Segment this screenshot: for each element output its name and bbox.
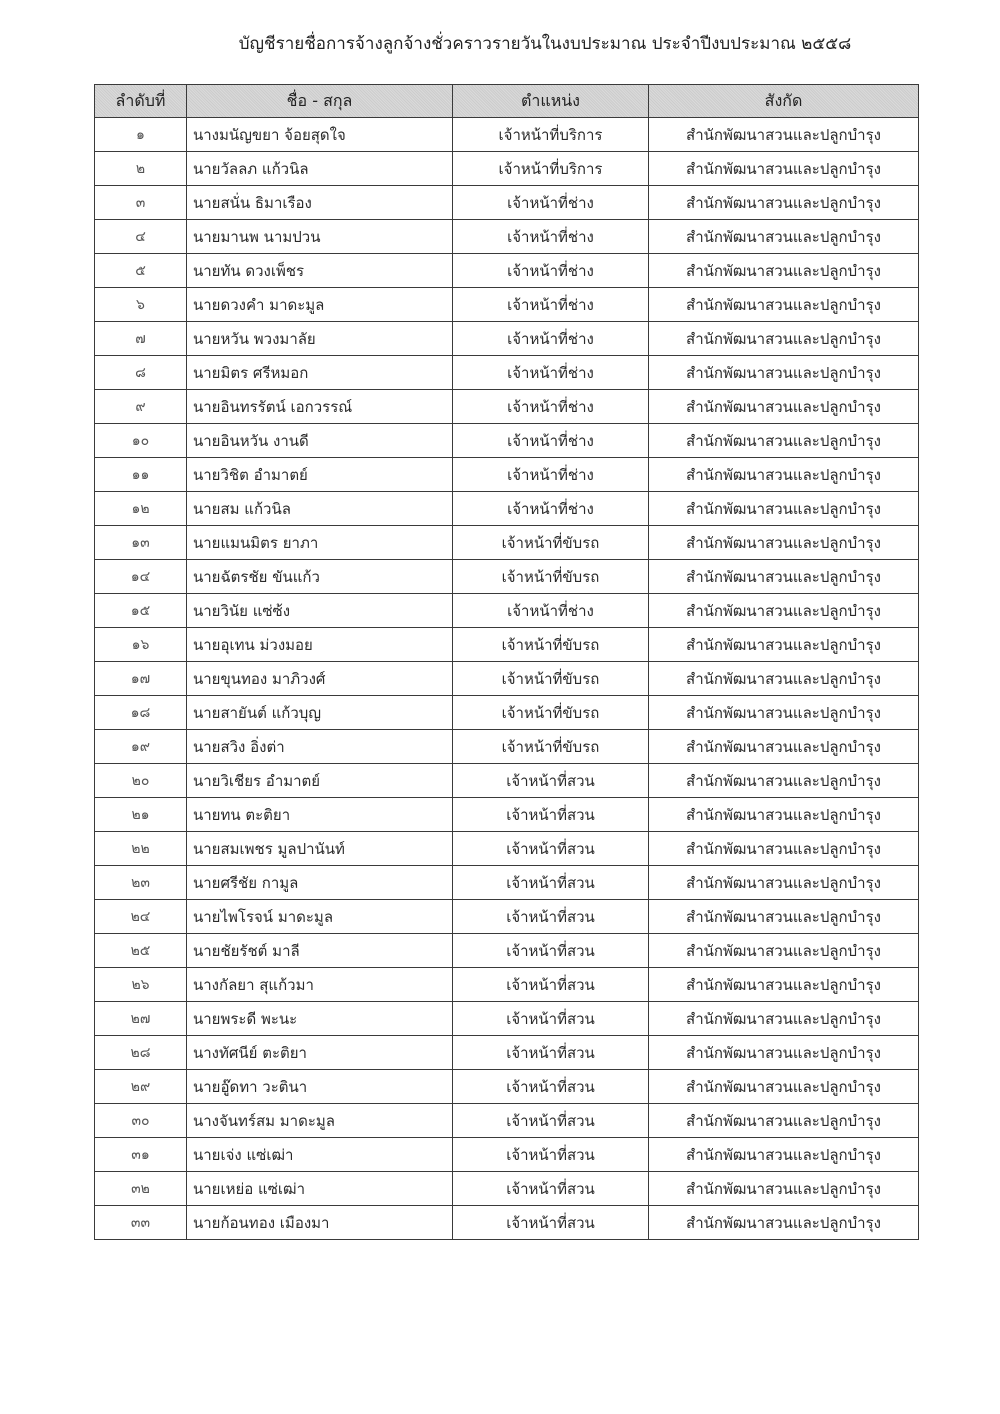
row-number: ๑๖ bbox=[95, 628, 187, 662]
employee-name: นายวัลลภ แก้วนิล bbox=[187, 152, 453, 186]
row-number: ๖ bbox=[95, 288, 187, 322]
table-header bbox=[95, 85, 919, 118]
employee-department: สำนักพัฒนาสวนและปลูกบำรุง bbox=[649, 424, 919, 458]
employee-department: สำนักพัฒนาสวนและปลูกบำรุง bbox=[649, 798, 919, 832]
employee-department: สำนักพัฒนาสวนและปลูกบำรุง bbox=[649, 1104, 919, 1138]
row-number: ๘ bbox=[95, 356, 187, 390]
employee-department: สำนักพัฒนาสวนและปลูกบำรุง bbox=[649, 390, 919, 424]
employee-department: สำนักพัฒนาสวนและปลูกบำรุง bbox=[649, 560, 919, 594]
employee-department: สำนักพัฒนาสวนและปลูกบำรุง bbox=[649, 118, 919, 152]
employee-name: นางจันทร์สม มาดะมูล bbox=[187, 1104, 453, 1138]
table-row bbox=[95, 1206, 919, 1240]
table-row bbox=[95, 696, 919, 730]
table-row bbox=[95, 526, 919, 560]
employee-name: นายขุนทอง มาภิวงศ์ bbox=[187, 662, 453, 696]
row-number: ๒๖ bbox=[95, 968, 187, 1002]
employee-position: เจ้าหน้าที่ขับรถ bbox=[453, 730, 649, 764]
table-row bbox=[95, 662, 919, 696]
employee-position: เจ้าหน้าที่ช่าง bbox=[453, 220, 649, 254]
employee-position: เจ้าหน้าที่ช่าง bbox=[453, 492, 649, 526]
row-number: ๕ bbox=[95, 254, 187, 288]
row-number: ๑๐ bbox=[95, 424, 187, 458]
table-row bbox=[95, 798, 919, 832]
employee-position: เจ้าหน้าที่สวน bbox=[453, 900, 649, 934]
employee-position: เจ้าหน้าที่สวน bbox=[453, 866, 649, 900]
employee-name: นายมิตร ศรีหมอก bbox=[187, 356, 453, 390]
table-row bbox=[95, 968, 919, 1002]
employee-position: เจ้าหน้าที่ช่าง bbox=[453, 424, 649, 458]
table-row bbox=[95, 560, 919, 594]
employee-department: สำนักพัฒนาสวนและปลูกบำรุง bbox=[649, 186, 919, 220]
employee-department: สำนักพัฒนาสวนและปลูกบำรุง bbox=[649, 526, 919, 560]
table-row bbox=[95, 322, 919, 356]
row-number: ๒๓ bbox=[95, 866, 187, 900]
employee-department: สำนักพัฒนาสวนและปลูกบำรุง bbox=[649, 764, 919, 798]
employee-position: เจ้าหน้าที่ขับรถ bbox=[453, 560, 649, 594]
employee-position: เจ้าหน้าที่ช่าง bbox=[453, 458, 649, 492]
employee-position: เจ้าหน้าที่สวน bbox=[453, 1070, 649, 1104]
employee-department: สำนักพัฒนาสวนและปลูกบำรุง bbox=[649, 1070, 919, 1104]
table-row bbox=[95, 492, 919, 526]
employee-name: นายสมเพชร มูลปานันท์ bbox=[187, 832, 453, 866]
employee-name: นายก้อนทอง เมืองมา bbox=[187, 1206, 453, 1240]
employee-position: เจ้าหน้าที่สวน bbox=[453, 1138, 649, 1172]
employee-name: นายทน ตะติยา bbox=[187, 798, 453, 832]
table-row bbox=[95, 254, 919, 288]
employee-name: นายวิชิต อำมาตย์ bbox=[187, 458, 453, 492]
employee-position: เจ้าหน้าที่ขับรถ bbox=[453, 696, 649, 730]
employee-position: เจ้าหน้าที่ช่าง bbox=[453, 390, 649, 424]
row-number: ๓๓ bbox=[95, 1206, 187, 1240]
table-row bbox=[95, 458, 919, 492]
employee-position: เจ้าหน้าที่ขับรถ bbox=[453, 628, 649, 662]
employee-department: สำนักพัฒนาสวนและปลูกบำรุง bbox=[649, 1172, 919, 1206]
row-number: ๓๒ bbox=[95, 1172, 187, 1206]
employee-name: นายอินหวัน งานดี bbox=[187, 424, 453, 458]
header-row bbox=[95, 85, 919, 118]
employee-department: สำนักพัฒนาสวนและปลูกบำรุง bbox=[649, 254, 919, 288]
row-number: ๒๕ bbox=[95, 934, 187, 968]
row-number: ๓๐ bbox=[95, 1104, 187, 1138]
employee-name: นายอู๊ดทา วะตินา bbox=[187, 1070, 453, 1104]
employee-department: สำนักพัฒนาสวนและปลูกบำรุง bbox=[649, 730, 919, 764]
employee-department: สำนักพัฒนาสวนและปลูกบำรุง bbox=[649, 356, 919, 390]
employee-name: นายทัน ดวงเพ็ชร bbox=[187, 254, 453, 288]
employee-department: สำนักพัฒนาสวนและปลูกบำรุง bbox=[649, 458, 919, 492]
employee-department: สำนักพัฒนาสวนและปลูกบำรุง bbox=[649, 832, 919, 866]
employee-department: สำนักพัฒนาสวนและปลูกบำรุง bbox=[649, 152, 919, 186]
row-number: ๑ bbox=[95, 118, 187, 152]
row-number: ๒๘ bbox=[95, 1036, 187, 1070]
row-number: ๒๗ bbox=[95, 1002, 187, 1036]
table-row bbox=[95, 186, 919, 220]
table-row bbox=[95, 1070, 919, 1104]
row-number: ๔ bbox=[95, 220, 187, 254]
employee-department: สำนักพัฒนาสวนและปลูกบำรุง bbox=[649, 900, 919, 934]
row-number: ๑๑ bbox=[95, 458, 187, 492]
employee-department: สำนักพัฒนาสวนและปลูกบำรุง bbox=[649, 934, 919, 968]
employee-position: เจ้าหน้าที่ช่าง bbox=[453, 186, 649, 220]
row-number: ๑๙ bbox=[95, 730, 187, 764]
employee-position: เจ้าหน้าที่บริการ bbox=[453, 152, 649, 186]
employee-department: สำนักพัฒนาสวนและปลูกบำรุง bbox=[649, 1138, 919, 1172]
row-number: ๑๕ bbox=[95, 594, 187, 628]
employee-name: นายสนั่น ธิมาเรือง bbox=[187, 186, 453, 220]
row-number: ๒ bbox=[95, 152, 187, 186]
employee-position: เจ้าหน้าที่สวน bbox=[453, 764, 649, 798]
employee-name: นายสม แก้วนิล bbox=[187, 492, 453, 526]
header-department: สังกัด bbox=[649, 85, 919, 118]
employee-department: สำนักพัฒนาสวนและปลูกบำรุง bbox=[649, 866, 919, 900]
table-row bbox=[95, 220, 919, 254]
employee-position: เจ้าหน้าที่สวน bbox=[453, 798, 649, 832]
employee-name: นายอุเทน ม่วงมอย bbox=[187, 628, 453, 662]
employee-name: นายเจ่ง แซ่เฒ่า bbox=[187, 1138, 453, 1172]
table-row bbox=[95, 424, 919, 458]
employee-name: นายมานพ นามปวน bbox=[187, 220, 453, 254]
employee-name: นายศรีชัย กามูล bbox=[187, 866, 453, 900]
employee-position: เจ้าหน้าที่สวน bbox=[453, 1206, 649, 1240]
table-row bbox=[95, 1172, 919, 1206]
row-number: ๗ bbox=[95, 322, 187, 356]
employee-position: เจ้าหน้าที่ช่าง bbox=[453, 594, 649, 628]
employee-department: สำนักพัฒนาสวนและปลูกบำรุง bbox=[649, 492, 919, 526]
table-body bbox=[95, 118, 919, 1240]
employee-position: เจ้าหน้าที่สวน bbox=[453, 1036, 649, 1070]
employee-department: สำนักพัฒนาสวนและปลูกบำรุง bbox=[649, 968, 919, 1002]
table-row bbox=[95, 288, 919, 322]
row-number: ๒๐ bbox=[95, 764, 187, 798]
employee-name: นายดวงคำ มาดะมูล bbox=[187, 288, 453, 322]
row-number: ๙ bbox=[95, 390, 187, 424]
row-number: ๒๒ bbox=[95, 832, 187, 866]
row-number: ๒๙ bbox=[95, 1070, 187, 1104]
table-row bbox=[95, 900, 919, 934]
employee-name: นางทัศนีย์ ตะติยา bbox=[187, 1036, 453, 1070]
employee-name: นายชัยรัชต์ มาลี bbox=[187, 934, 453, 968]
table-row bbox=[95, 1104, 919, 1138]
employee-position: เจ้าหน้าที่บริการ bbox=[453, 118, 649, 152]
employee-name: นายอินทรรัตน์ เอกวรรณ์ bbox=[187, 390, 453, 424]
table-row bbox=[95, 118, 919, 152]
employee-position: เจ้าหน้าที่สวน bbox=[453, 832, 649, 866]
employee-position: เจ้าหน้าที่ช่าง bbox=[453, 322, 649, 356]
table-row bbox=[95, 1036, 919, 1070]
row-number: ๓๑ bbox=[95, 1138, 187, 1172]
table-row bbox=[95, 866, 919, 900]
header-name: ชื่อ - สกุล bbox=[187, 85, 453, 118]
table-row bbox=[95, 730, 919, 764]
employee-department: สำนักพัฒนาสวนและปลูกบำรุง bbox=[649, 662, 919, 696]
table-row bbox=[95, 1138, 919, 1172]
employee-table bbox=[94, 84, 919, 1240]
employee-name: นายวิเชียร อำมาตย์ bbox=[187, 764, 453, 798]
employee-name: นายแมนมิตร ยาภา bbox=[187, 526, 453, 560]
table-row bbox=[95, 356, 919, 390]
row-number: ๓ bbox=[95, 186, 187, 220]
row-number: ๑๒ bbox=[95, 492, 187, 526]
row-number: ๒๑ bbox=[95, 798, 187, 832]
table-row bbox=[95, 764, 919, 798]
row-number: ๑๗ bbox=[95, 662, 187, 696]
employee-position: เจ้าหน้าที่ช่าง bbox=[453, 254, 649, 288]
row-number: ๒๔ bbox=[95, 900, 187, 934]
employee-department: สำนักพัฒนาสวนและปลูกบำรุง bbox=[649, 628, 919, 662]
document-title: บัญชีรายชื่อการจ้างลูกจ้างชั่วคราวรายวันในงบประมาณ ประจำปีงบประมาณ ๒๕๕๘ bbox=[238, 34, 852, 54]
header-position: ตำแหน่ง bbox=[453, 85, 649, 118]
employee-position: เจ้าหน้าที่ขับรถ bbox=[453, 662, 649, 696]
employee-position: เจ้าหน้าที่สวน bbox=[453, 968, 649, 1002]
table-row bbox=[95, 1002, 919, 1036]
employee-name: นายไพโรจน์ มาดะมูล bbox=[187, 900, 453, 934]
employee-name: นายฉัตรชัย ขันแก้ว bbox=[187, 560, 453, 594]
employee-position: เจ้าหน้าที่สวน bbox=[453, 1104, 649, 1138]
employee-position: เจ้าหน้าที่สวน bbox=[453, 1172, 649, 1206]
table-row bbox=[95, 934, 919, 968]
table-row bbox=[95, 628, 919, 662]
employee-department: สำนักพัฒนาสวนและปลูกบำรุง bbox=[649, 220, 919, 254]
employee-department: สำนักพัฒนาสวนและปลูกบำรุง bbox=[649, 594, 919, 628]
table-row bbox=[95, 594, 919, 628]
employee-name: นายหวัน พวงมาลัย bbox=[187, 322, 453, 356]
table-row bbox=[95, 390, 919, 424]
employee-position: เจ้าหน้าที่สวน bbox=[453, 934, 649, 968]
employee-position: เจ้าหน้าที่สวน bbox=[453, 1002, 649, 1036]
employee-name: นายสวิง อิ่งต่า bbox=[187, 730, 453, 764]
employee-name: นายสายันต์ แก้วบุญ bbox=[187, 696, 453, 730]
employee-name: นายวินัย แซ่ซ้ง bbox=[187, 594, 453, 628]
table-row bbox=[95, 832, 919, 866]
employee-position: เจ้าหน้าที่ขับรถ bbox=[453, 526, 649, 560]
employee-name: นางกัลยา สุแก้วมา bbox=[187, 968, 453, 1002]
row-number: ๑๔ bbox=[95, 560, 187, 594]
employee-name: นายพระดี พะนะ bbox=[187, 1002, 453, 1036]
employee-position: เจ้าหน้าที่ช่าง bbox=[453, 288, 649, 322]
employee-department: สำนักพัฒนาสวนและปลูกบำรุง bbox=[649, 322, 919, 356]
row-number: ๑๘ bbox=[95, 696, 187, 730]
employee-name: นายเหย่อ แซ่เฒ่า bbox=[187, 1172, 453, 1206]
employee-name: นางมนัญขยา จ้อยสุดใจ bbox=[187, 118, 453, 152]
employee-department: สำนักพัฒนาสวนและปลูกบำรุง bbox=[649, 1002, 919, 1036]
employee-department: สำนักพัฒนาสวนและปลูกบำรุง bbox=[649, 696, 919, 730]
table-row bbox=[95, 152, 919, 186]
employee-department: สำนักพัฒนาสวนและปลูกบำรุง bbox=[649, 288, 919, 322]
row-number: ๑๓ bbox=[95, 526, 187, 560]
employee-department: สำนักพัฒนาสวนและปลูกบำรุง bbox=[649, 1036, 919, 1070]
employee-department: สำนักพัฒนาสวนและปลูกบำรุง bbox=[649, 1206, 919, 1240]
employee-position: เจ้าหน้าที่ช่าง bbox=[453, 356, 649, 390]
header-number: ลำดับที่ bbox=[95, 85, 187, 118]
